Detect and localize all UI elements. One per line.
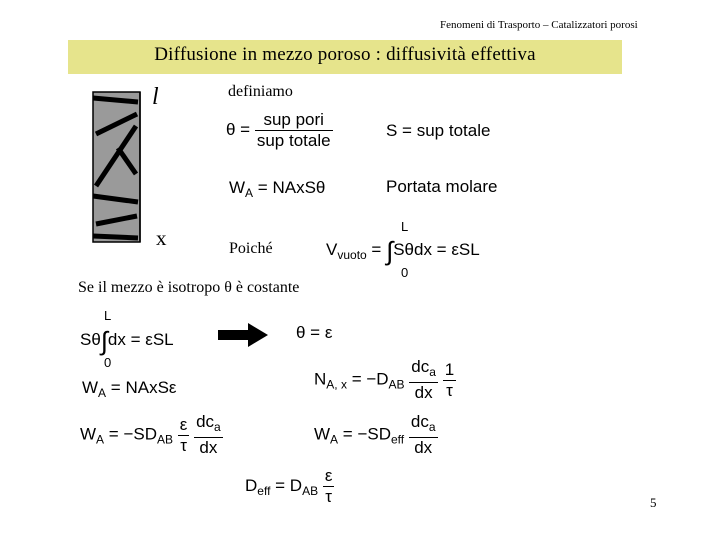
length-label: l [152,84,159,110]
portata-molare-text: Portata molare [386,177,498,196]
isotropic-integral-equation: Sθ∫dx = εSL [80,326,174,356]
x-axis-label: x [156,226,167,250]
integral-upper-limit-2: L [104,308,112,323]
molar-flow-deff-equation: $W_A = -SD_{eff}$ $\frac{dc_a}{dx}$ [314,412,436,457]
porous-medium-diagram [88,88,148,248]
s-definition: S = sup totale [386,121,491,140]
integral-upper-limit: L [401,219,409,234]
molar-flow-epsilon-equation: $W_A$ = NAxSε [82,378,177,400]
theta-definition: θ = $\frac{\text{sup pori}}{\text{sup totale}}$ [226,110,331,150]
page-number: 5 [650,495,657,510]
slide-header: Fenomeni di Trasporto – Catalizzatori porosi [440,19,638,31]
molar-flow-dab-equation: $W_A = -SD_{AB}$ $\frac{\varepsilon}{\tau}$ $\frac{dc_a}{dx}$ [80,412,221,457]
theta-denominator: sup totale [256,131,331,150]
poiche-text: Poiché [229,240,273,257]
integral-lower-limit: 0 [401,265,409,280]
implies-arrow-icon [218,322,270,348]
flux-equation: $N_{A, x} = -D_{AB}$ $\frac{dc_a}{dx}$ $\frac{1}{\tau}$ [314,357,455,402]
theta-numerator: sup pori [255,110,333,131]
molar-flow-equation: $W_A$ = NAxSθ [229,178,326,200]
slide-title: Diffusione in mezzo poroso : diffusività effettiva [154,44,536,65]
integral-lower-limit-2: 0 [104,355,112,370]
effective-diffusivity-equation: $D_{eff} = D_{AB}$ $\frac{\varepsilon}{\tau}$ [245,466,333,506]
isotropic-statement: Se il mezzo è isotropo θ è costante [78,279,300,296]
void-volume-equation: $V_{vuoto} = \int S\theta dx = \varepsilon SL$ [326,236,480,266]
definiamo-text: definiamo [228,83,293,100]
theta-equals-epsilon: θ = ε [296,323,333,342]
